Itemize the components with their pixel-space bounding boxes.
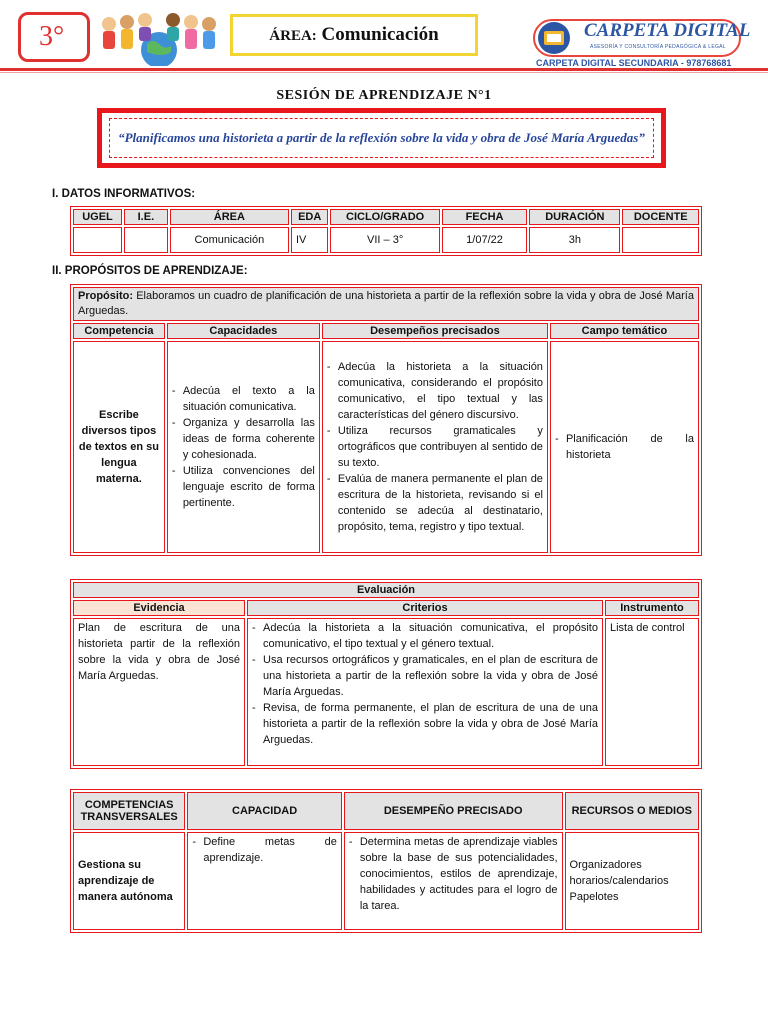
campo-cell: [550, 341, 699, 553]
session-subtitle: “Planificamos una historieta a partir de la reflexión sobre la vida y obra de José María Arguedas”: [118, 130, 645, 145]
th-evidencia: Evidencia: [73, 600, 245, 616]
brand-line: CARPETA DIGITAL SECUNDARIA - 978768681: [536, 58, 732, 68]
propositos-body-row: [73, 341, 699, 553]
transversal-desempeno-item: - Determina metas de aprendizaje viables sobre la base de sus potencialidades, conocimientos, estilos de aprendizaje, habilidades y actitudes para el logro de la tarea.: [349, 834, 558, 914]
header-divider-thin: [0, 72, 768, 73]
transversales-table: [70, 789, 702, 933]
recurso-item: horarios/calendarios: [569, 875, 669, 887]
th-recursos: RECURSOS O MEDIOS: [565, 792, 699, 830]
recurso-item: Organizadores: [569, 859, 642, 871]
instrumento-cell: Lista de control: [605, 618, 699, 766]
desempeno-item: - Utiliza recursos gramaticales y ortográficos que contribuyen al sentido de su texto.: [327, 423, 543, 471]
session-title: SESIÓN DE APRENDIZAJE N°1: [276, 88, 492, 103]
transversal-capacidad-item: - Define metas de aprendizaje.: [192, 834, 336, 866]
th-campo: Campo temático: [550, 323, 699, 339]
grade-badge: [18, 12, 90, 62]
propositos-header-row: [73, 323, 699, 339]
recursos-cell: [565, 832, 699, 930]
proposito-label: Propósito:: [78, 290, 133, 302]
logo-name: CARPETA DIGITAL: [584, 20, 751, 41]
td-eda: IV: [291, 227, 328, 253]
td-duracion: 3h: [529, 227, 620, 253]
th-desempenos: Desempeños precisados: [322, 323, 548, 339]
datos-header-row: [73, 209, 699, 225]
datos-value-row: [73, 227, 699, 253]
th-competencias-transversales: COMPETENCIAS TRANSVERSALES: [73, 792, 185, 830]
evaluacion-table: [70, 579, 702, 769]
evaluacion-body-row: [73, 618, 699, 766]
td-ugel: [73, 227, 122, 253]
transversal-competencia-cell: Gestiona su aprendizaje de manera autónoma: [73, 832, 185, 930]
desempenos-cell: [322, 341, 548, 553]
desempeno-item: - Adecúa la historieta a la situación comunicativa, considerando el propósito comunicativo, el tipo textual y las características del género discursivo.: [327, 359, 543, 423]
transversales-header-row: [73, 792, 699, 830]
evaluacion-title-row: [73, 582, 699, 598]
th-capacidad: CAPACIDAD: [187, 792, 341, 830]
transversales-body-row: [73, 832, 699, 930]
area-banner: [230, 14, 478, 56]
datos-heading: I. DATOS INFORMATIVOS:: [52, 188, 196, 200]
th-docente: DOCENTE: [622, 209, 699, 225]
td-ie: [124, 227, 168, 253]
th-ie: I.E.: [124, 209, 168, 225]
th-duracion: DURACIÓN: [529, 209, 620, 225]
grade-text: 3°: [39, 21, 65, 52]
criterio-item: - Revisa, de forma permanente, el plan de escritura de una de una historieta a partir de la reflexión sobre la vida y obra de José María Arguedas.: [252, 700, 598, 748]
competencia-cell: Escribe diversos tipos de textos en su lengua materna.: [73, 341, 165, 553]
th-competencia: Competencia: [73, 323, 165, 339]
th-instrumento: Instrumento: [605, 600, 699, 616]
th-ugel: UGEL: [73, 209, 122, 225]
td-ciclo: VII – 3°: [330, 227, 439, 253]
th-criterios: Criterios: [247, 600, 603, 616]
criterio-item: - Usa recursos ortográficos y gramaticales, en el plan de escritura de una historieta a partir de la reflexión sobre la vida y obra de José María Arguedas.: [252, 652, 598, 700]
td-docente: [622, 227, 699, 253]
evaluacion-header-row: [73, 600, 699, 616]
th-fecha: FECHA: [442, 209, 527, 225]
datos-table: [70, 206, 702, 256]
campo-item: - Planificación de la historieta: [555, 431, 694, 463]
capacidad-item: - Utiliza convenciones del lenguaje escrito de forma pertinente.: [172, 463, 315, 511]
proposito-row: [73, 287, 699, 321]
propositos-table: [70, 284, 702, 556]
transversal-desempeno-cell: [344, 832, 563, 930]
proposito-text: Elaboramos un cuadro de planificación de una historieta a partir de la reflexión sobre la vida y obra de José María Arguedas.: [78, 290, 694, 317]
capacidades-cell: [167, 341, 320, 553]
th-desempeno-precisado: DESEMPEÑO PRECISADO: [344, 792, 563, 830]
th-eda: EDA: [291, 209, 328, 225]
area-value: Comunicación: [321, 24, 439, 45]
propositos-heading: II. PROPÓSITOS DE APRENDIZAJE:: [52, 265, 248, 277]
header-divider: [0, 68, 768, 71]
desempeno-item: - Evalúa de manera permanente el plan de escritura de la historieta, revisando si el contenido se adecúa al destinatario, propósito, tema, registro y tipo textual.: [327, 471, 543, 535]
area-label: ÁREA:: [269, 28, 317, 44]
th-capacidades: Capacidades: [167, 323, 320, 339]
td-fecha: 1/07/22: [442, 227, 527, 253]
transversal-capacidad-cell: [187, 832, 341, 930]
criterio-item: - Adecúa la historieta a la situación comunicativa, el propósito comunicativo, el tipo textual y el género textual.: [252, 620, 598, 652]
th-ciclo: CICLO/GRADO: [330, 209, 439, 225]
criterios-cell: [247, 618, 603, 766]
children-illustration: [95, 10, 223, 66]
th-area: ÁREA: [170, 209, 289, 225]
logo-tagline: ASESORÍA Y CONSULTORÍA PEDAGÓGICA & LEGAL: [590, 44, 726, 50]
capacidad-item: - Organiza y desarrolla las ideas de forma coherente y cohesionada.: [172, 415, 315, 463]
evaluacion-title: Evaluación: [73, 582, 699, 598]
proposito-cell: [73, 287, 699, 321]
session-subtitle-frame: [97, 108, 666, 168]
capacidad-item: - Adecúa el texto a la situación comunicativa.: [172, 383, 315, 415]
td-area: Comunicación: [170, 227, 289, 253]
evidencia-cell: Plan de escritura de una historieta partir de la reflexión sobre la vida y obra de José María Arguedas.: [73, 618, 245, 766]
recurso-item: Papelotes: [569, 891, 619, 903]
